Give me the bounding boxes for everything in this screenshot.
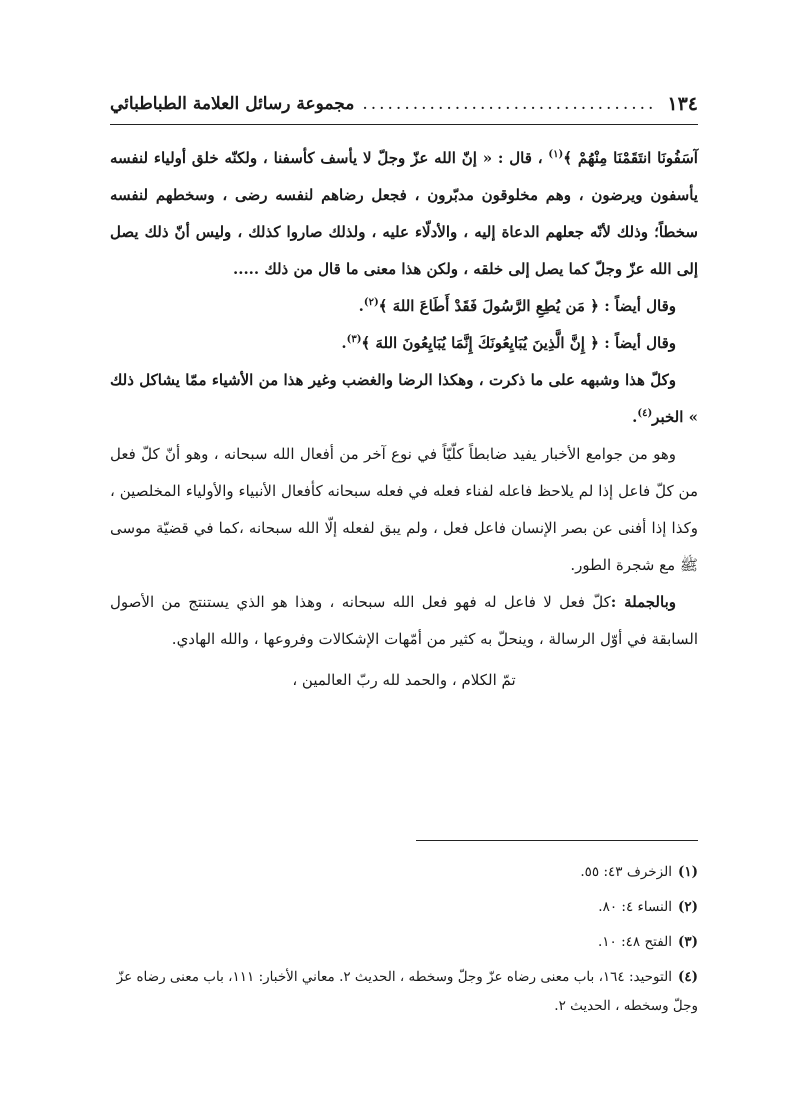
header-dots: ................................... [362,94,657,114]
paragraph-verse-2 [110,288,698,325]
footnote-number: (٢) [677,899,698,915]
footnote-1 [110,858,698,887]
running-header [110,88,698,120]
footnote-2 [110,893,698,922]
main-text [110,140,698,699]
footnote-text: التوحيد: ١٦٤، باب معنى رضاه عزّ وجلّ وسخطه ، الحديث ٢. معاني الأخبار: ١١١، باب معنى رضاه عزّ وجلّ وسخطه ، الحديث ٢. [116,969,698,1014]
footnote-rule [416,840,698,841]
footnote-text: النساء ٤: ٨٠. [598,899,672,915]
paragraph-text: وكلّ هذا وشبهه على ما ذكرت ، وهكذا الرضا والغضب وغير هذا من الأشياء ممّا يشاكل ذلك » الخبر [110,371,698,426]
page-number: ١٣٤ [667,93,698,115]
verse-intro: وقال أيضاً : [604,334,676,352]
quran-verse: ﴿ إِنَّ الَّذِينَ يُبَايِعُونَكَ إِنَّمَا يُبَايِعُونَ اللهَ ﴾ [361,334,599,352]
verse-end: . [358,297,364,315]
footnote-3 [110,928,698,957]
conclusion-lead: وبالجملة : [610,593,676,611]
paragraph-verse-3 [110,325,698,362]
paragraph-conclusion [110,584,698,658]
quran-verse: آسَفُونَا انتَقَمْنَا مِنْهُمْ ﴾ [563,149,698,167]
paragraph-end: . [632,408,638,426]
paragraph-hadith-quote [110,140,698,288]
paragraph-text: وهو من جوامع الأخبار يفيد ضابطاً كلّيّاً في نوع آخر من أفعال الله سبحانه ، وهو أنّ كلّ فعل من كلّ فاعل إذا لم يلاحظ فاعله لفناء فعله في فعله سبحانه كأفعال الأنبياء والأولياء المخلصين ، وكذا إذا أفنى عن بصر الإنسان فاعل فعل ، ولم يبق لفعله إلّا الله سبحانه ،كما في قضيّة موسى ﷺ مع شجرة الطور. [110,445,698,574]
paragraph-commentary [110,436,698,584]
footnote-text: الزخرف ٤٣: ٥٥. [580,864,672,880]
verse-intro: وقال أيضاً : [604,297,676,315]
closing-line: تمّ الكلام ، والحمد لله ربّ العالمين ، [292,671,516,689]
header-title-group [110,94,656,114]
footnotes [110,858,698,1027]
paragraph-hadith-end [110,362,698,436]
header-rule [110,124,698,125]
paragraph-text: كلّ فعل لا فاعل له فهو فعل الله سبحانه ، وهذا هو الذي يستنتج من الأصول السابقة في أوّل الرسالة ، وينحلّ به كثير من أمّهات الإشكالات وفروعها ، والله الهادي. [110,593,698,648]
quran-verse: ﴿ مَن يُطِعِ الرَّسُولَ فَقَدْ أَطَاعَ اللهَ ﴾ [378,297,599,315]
footnote-mark: (٣) [346,334,362,345]
verse-end: . [341,334,347,352]
paragraph-text: ، قال : « إنّ الله عزّ وجلّ لا يأسف كأسفنا ، ولكنّه خلق أولياء لنفسه يأسفون ويرضون ، وهم مخلوقون مدبّرون ، فجعل رضاهم لنفسه رضى ، وسخطهم لنفسه سخطاً؛ وذلك لأنّه جعلهم الدعاة إليه ، والأدلّاء عليه ، ولذلك صاروا كذلك ، وليس أنّ ذلك يصل إلى الله عزّ وجلّ كما يصل إلى خلقه ، ولكن هذا معنى ما قال من ذلك ..... [110,149,698,278]
footnote-number: (١) [677,864,698,880]
footnote-text: الفتح ٤٨: ١٠. [598,934,672,950]
book-title: مجموعة رسائل العلامة الطباطبائي [110,94,355,114]
footnote-number: (٤) [677,969,698,985]
footnote-mark: (١) [548,149,564,160]
footnote-mark: (٤) [637,408,653,419]
footnote-number: (٣) [677,934,698,950]
footnote-4 [110,963,698,1021]
footnote-mark: (٢) [363,297,379,308]
